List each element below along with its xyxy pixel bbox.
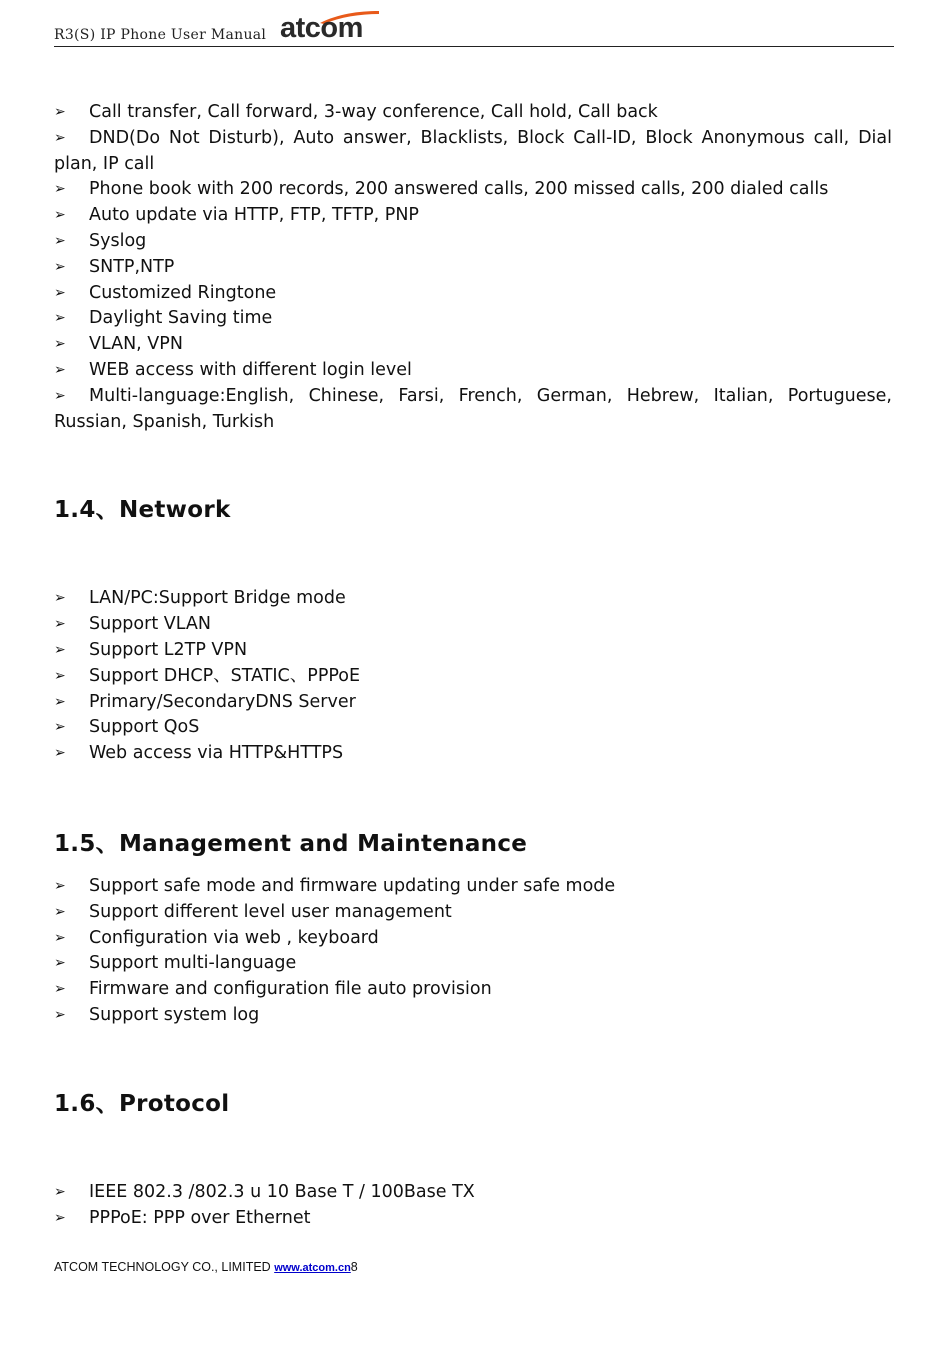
arrowhead-bullet-icon: ➢	[54, 258, 66, 275]
list-item: ➢ Call transfer, Call forward, 3-way conference, Call hold, Call back	[54, 100, 892, 126]
arrowhead-bullet-icon: ➢	[54, 929, 66, 946]
arrowhead-bullet-icon: ➢	[54, 336, 66, 353]
list-item: ➢ Primary/SecondaryDNS Server	[54, 690, 892, 716]
arrowhead-bullet-icon: ➢	[54, 981, 66, 998]
arrowhead-bullet-icon: ➢	[54, 284, 66, 301]
logo-text: atcom	[280, 12, 363, 44]
arrowhead-bullet-icon: ➢	[54, 387, 66, 404]
list-item: ➢ Daylight Saving time	[54, 306, 892, 332]
arrowhead-bullet-icon: ➢	[54, 877, 66, 894]
page-footer	[54, 1260, 358, 1274]
list-item: ➢ Support system log	[54, 1003, 892, 1029]
list-item: ➢ Customized Ringtone	[54, 281, 892, 307]
page-number: 8	[350, 1260, 358, 1274]
arrowhead-bullet-icon: ➢	[54, 693, 66, 710]
arrowhead-bullet-icon: ➢	[54, 590, 66, 607]
list-item: ➢ PPPoE: PPP over Ethernet	[54, 1206, 892, 1232]
network-list	[54, 586, 892, 767]
arrowhead-bullet-icon: ➢	[54, 1006, 66, 1023]
header-title: R3(S) IP Phone User Manual	[54, 27, 267, 43]
arrowhead-bullet-icon: ➢	[54, 745, 66, 762]
arrowhead-bullet-icon: ➢	[54, 1183, 66, 1200]
arrowhead-bullet-icon: ➢	[54, 310, 66, 327]
list-item: ➢ Firmware and configuration file auto provision	[54, 977, 892, 1003]
arrowhead-bullet-icon: ➢	[54, 1209, 66, 1226]
list-item: ➢ IEEE 802.3 /802.3 u 10 Base T / 100Base TX	[54, 1180, 892, 1206]
arrowhead-bullet-icon: ➢	[54, 903, 66, 920]
arrowhead-bullet-icon: ➢	[54, 361, 66, 378]
footer-company: ATCOM TECHNOLOGY CO., LIMITED	[54, 1260, 271, 1274]
list-item: ➢ Support different level user management	[54, 900, 892, 926]
list-item: ➢ DND(Do Not Disturb), Auto answer, Blacklists, Block Call-ID, Block Anonymous call, Dial plan, IP call	[54, 127, 892, 174]
arrowhead-bullet-icon: ➢	[54, 104, 66, 120]
list-item: ➢ VLAN, VPN	[54, 332, 892, 358]
list-item: ➢ Support multi-language	[54, 951, 892, 977]
list-item: ➢ Support QoS	[54, 715, 892, 741]
section-title-protocol: 1.6、Protocol	[54, 1090, 230, 1117]
arrowhead-bullet-icon: ➢	[54, 181, 66, 198]
list-item: ➢ Support safe mode and firmware updating under safe mode	[54, 874, 892, 900]
arrowhead-bullet-icon: ➢	[54, 641, 66, 658]
list-item: ➢ Support VLAN	[54, 612, 892, 638]
arrowhead-bullet-icon: ➢	[54, 616, 66, 633]
section-title-network: 1.4、Network	[54, 497, 231, 524]
protocol-list	[54, 1180, 892, 1232]
arrowhead-bullet-icon: ➢	[54, 955, 66, 972]
page-body	[54, 100, 892, 1231]
arrowhead-bullet-icon: ➢	[54, 207, 66, 224]
section-title-management: 1.5、Management and Maintenance	[54, 830, 528, 857]
arrowhead-bullet-icon: ➢	[54, 667, 66, 684]
footer-link[interactable]: www.atcom.cn	[274, 1262, 351, 1274]
arrowhead-bullet-icon: ➢	[54, 719, 66, 736]
list-item: ➢ Auto update via HTTP, FTP, TFTP, PNP	[54, 203, 892, 229]
list-item: ➢ Phone book with 200 records, 200 answered calls, 200 missed calls, 200 dialed calls	[54, 177, 892, 203]
list-item: ➢ SNTP,NTP	[54, 255, 892, 281]
list-item: ➢ LAN/PC:Support Bridge mode	[54, 586, 892, 612]
management-list	[54, 874, 892, 1029]
feature-list	[54, 100, 892, 435]
list-item: ➢ Multi-language:English, Chinese, Farsi, French, German, Hebrew, Italian, Portuguese, Russian, Spanish, Turkish	[54, 385, 892, 432]
page-header	[54, 12, 894, 47]
atcom-logo	[280, 10, 380, 42]
arrowhead-bullet-icon: ➢	[54, 232, 66, 249]
list-item: ➢ Support L2TP VPN	[54, 638, 892, 664]
list-item: ➢ Web access via HTTP&HTTPS	[54, 741, 892, 767]
list-item: ➢ Support DHCP、STATIC、PPPoE	[54, 664, 892, 690]
list-item: ➢ WEB access with different login level	[54, 358, 892, 384]
arrowhead-bullet-icon: ➢	[54, 129, 66, 146]
list-item: ➢ Configuration via web , keyboard	[54, 926, 892, 952]
list-item: ➢ Syslog	[54, 229, 892, 255]
